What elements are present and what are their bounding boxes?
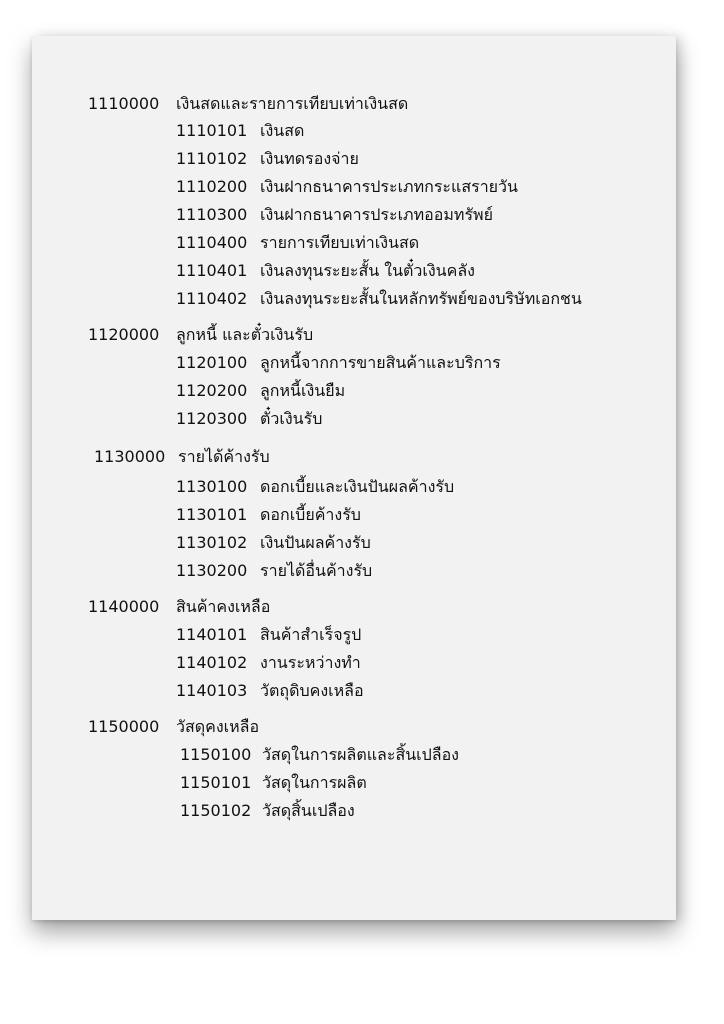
account-code: 1110102 [176, 149, 248, 168]
account-item [176, 289, 582, 309]
account-item [176, 477, 454, 497]
account-code: 1150102 [180, 801, 252, 820]
account-code: 1130200 [176, 561, 248, 580]
account-item [176, 561, 372, 581]
account-name: รายได้อื่นค้างรับ [260, 561, 373, 580]
account-code: 1120000 [88, 325, 160, 344]
account-name: เงินฝากธนาคารประเภทกระแสรายวัน [260, 177, 518, 196]
account-item [176, 409, 322, 429]
account-group [88, 597, 270, 617]
account-code: 1110400 [176, 233, 248, 252]
account-item [176, 353, 501, 373]
account-code: 1110401 [176, 261, 248, 280]
account-code: 1110000 [88, 94, 160, 113]
account-code: 1110101 [176, 121, 248, 140]
account-name: เงินทดรองจ่าย [260, 149, 359, 168]
account-name: เงินลงทุนระยะสั้น ในตั๋วเงินคลัง [260, 261, 475, 280]
account-name: ลูกหนี้จากการขายสินค้าและบริการ [260, 353, 501, 372]
account-item [176, 505, 361, 525]
account-name: ลูกหนี้ และตั๋วเงินรับ [176, 325, 314, 344]
account-code: 1110402 [176, 289, 248, 308]
account-name: วัสดุคงเหลือ [176, 717, 260, 736]
account-name: เงินสดและรายการเทียบเท่าเงินสด [176, 94, 409, 113]
account-code: 1130100 [176, 477, 248, 496]
account-name: สินค้าคงเหลือ [176, 597, 271, 616]
account-name: ตั๋วเงินรับ [260, 409, 323, 428]
account-code: 1110200 [176, 177, 248, 196]
account-code: 1140103 [176, 681, 248, 700]
account-name: สินค้าสำเร็จรูป [260, 625, 362, 644]
account-group [88, 717, 259, 737]
account-item [176, 625, 361, 645]
account-name: ดอกเบี้ยค้างรับ [260, 505, 361, 524]
account-item [176, 149, 359, 169]
account-code: 1120300 [176, 409, 248, 428]
account-name: งานระหว่างทำ [260, 653, 361, 672]
account-code: 1140102 [176, 653, 248, 672]
account-code: 1120200 [176, 381, 248, 400]
account-group [94, 447, 270, 467]
account-code: 1120100 [176, 353, 248, 372]
document-page [32, 36, 676, 920]
account-group [88, 325, 313, 345]
account-code: 1140101 [176, 625, 248, 644]
account-item [180, 801, 355, 821]
account-item [180, 773, 367, 793]
account-item [176, 653, 361, 673]
account-code: 1110300 [176, 205, 248, 224]
account-item [180, 745, 459, 765]
account-name: วัตถุดิบคงเหลือ [260, 681, 364, 700]
account-group [88, 94, 408, 114]
account-item [176, 233, 419, 253]
account-name: รายการเทียบเท่าเงินสด [260, 233, 420, 252]
account-code: 1150101 [180, 773, 252, 792]
account-name: เงินฝากธนาคารประเภทออมทรัพย์ [260, 205, 493, 224]
account-name: เงินลงทุนระยะสั้นในหลักทรัพย์ของบริษัทเอกชน [260, 289, 582, 308]
account-name: ลูกหนี้เงินยืม [260, 381, 346, 400]
account-item [176, 205, 493, 225]
account-code: 1130000 [94, 447, 166, 466]
account-item [176, 121, 304, 141]
account-name: วัสดุในการผลิต [262, 773, 367, 792]
account-name: รายได้ค้างรับ [178, 447, 270, 466]
account-name: เงินปันผลค้างรับ [260, 533, 371, 552]
account-code: 1130101 [176, 505, 248, 524]
account-name: วัสดุในการผลิตและสิ้นเปลือง [262, 745, 459, 764]
account-code: 1130102 [176, 533, 248, 552]
account-name: เงินสด [260, 121, 305, 140]
account-code: 1150000 [88, 717, 160, 736]
account-item [176, 381, 345, 401]
account-code: 1140000 [88, 597, 160, 616]
account-code: 1150100 [180, 745, 252, 764]
account-item [176, 177, 518, 197]
account-item [176, 681, 364, 701]
account-item [176, 261, 475, 281]
account-name: ดอกเบี้ยและเงินปันผลค้างรับ [260, 477, 455, 496]
account-name: วัสดุสิ้นเปลือง [262, 801, 355, 820]
account-item [176, 533, 371, 553]
